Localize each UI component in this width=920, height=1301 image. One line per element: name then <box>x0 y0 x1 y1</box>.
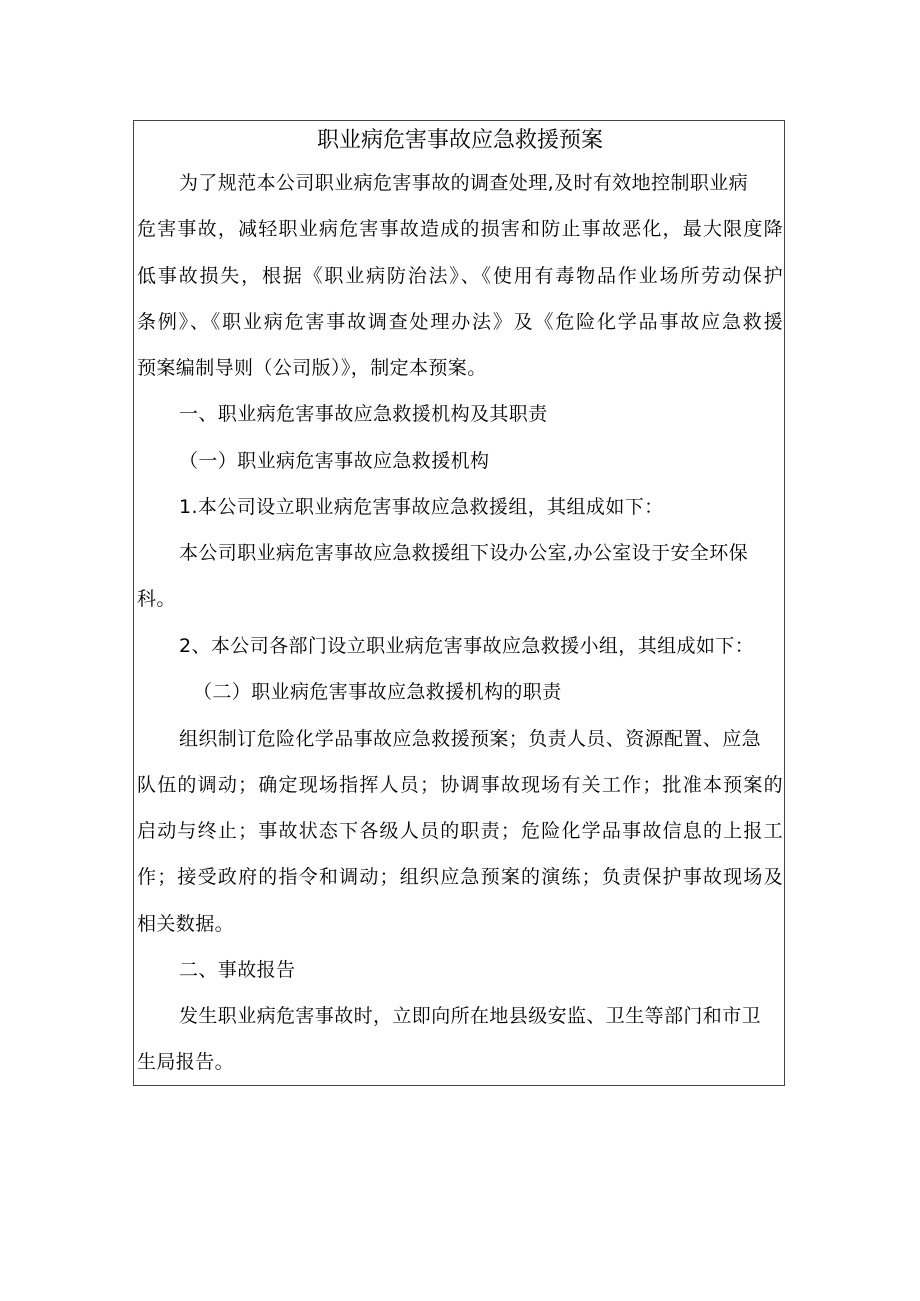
paragraph-line: 发生职业病危害事故时，立即向所在地县级安监、卫生等部门和市卫 <box>179 1005 762 1027</box>
paragraph-line: 1.本公司设立职业病危害事故应急救援组，其组成如下： <box>179 496 664 518</box>
paragraph-line: 组织制订危险化学品事故应急救援预案；负责人员、资源配置、应急 <box>179 728 762 750</box>
paragraph-line: 危害事故，减轻职业病危害事故造成的损害和防止事故恶化，最大限度降 <box>137 218 783 240</box>
paragraph-line: 条例》、《职业病危害事故调查处理办法》及《危险化学品事故应急救援 <box>137 311 783 333</box>
paragraph-line: 生局报告。 <box>137 1051 235 1073</box>
section-heading: 一、职业病危害事故应急救援机构及其职责 <box>179 403 548 425</box>
subsection-heading: （一）职业病危害事故应急救援机构 <box>179 450 490 472</box>
paragraph-line: 相关数据。 <box>137 913 235 935</box>
paragraph-line: 低事故损失，根据《职业病防治法》、《使用有毒物品作业场所劳动保护 <box>137 265 783 287</box>
paragraph-line: 本公司职业病危害事故应急救援组下设办公室,办公室设于安全环保 <box>179 542 749 564</box>
paragraph-line: 为了规范本公司职业病危害事故的调查处理,及时有效地控制职业病 <box>179 172 749 194</box>
paragraph-line: 启动与终止；事故状态下各级人员的职责；危险化学品事故信息的上报工 <box>137 820 783 842</box>
paragraph-line: 2、本公司各部门设立职业病危害事故应急救援小组，其组成如下： <box>179 635 755 657</box>
paragraph-line: 队伍的调动；确定现场指挥人员；协调事故现场有关工作；批准本预案的 <box>137 774 783 796</box>
section-heading: 二、事故报告 <box>179 959 296 981</box>
subsection-heading: （二）职业病危害事故应急救援机构的职责 <box>193 681 562 703</box>
document-title: 职业病危害事故应急救援预案 <box>316 128 603 153</box>
paragraph-line: 作；接受政府的指令和调动；组织应急预案的演练；负责保护事故现场及 <box>137 866 783 888</box>
paragraph-line: 预案编制导则（公司版）》，制定本预案。 <box>137 357 487 379</box>
paragraph-line: 科。 <box>137 588 176 610</box>
